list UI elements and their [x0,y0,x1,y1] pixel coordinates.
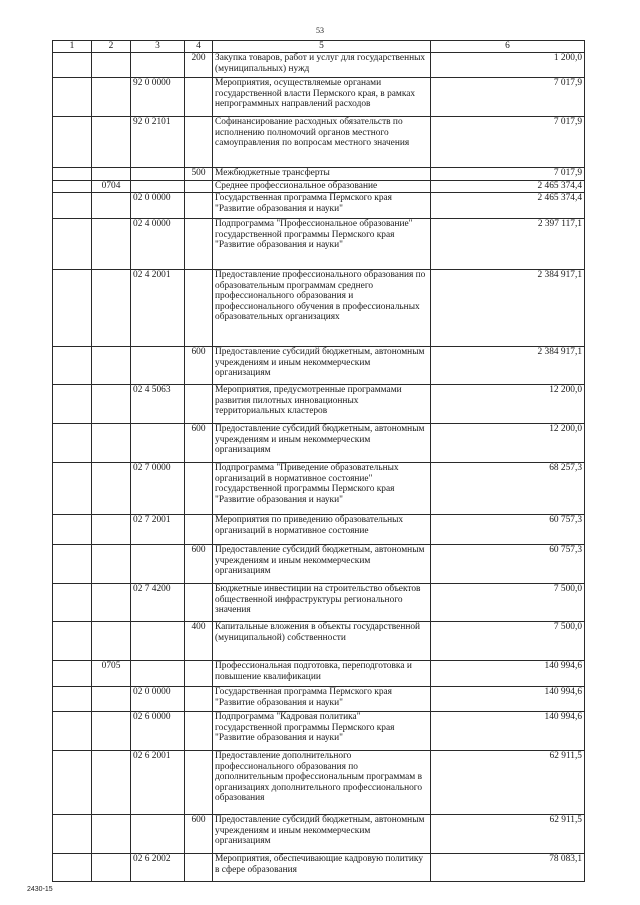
expense-type-cell [185,463,213,515]
amount-cell: 68 257,3 [431,463,585,515]
section-cell [53,622,92,661]
table-row [53,545,585,584]
description-cell: Капитальные вложения в объекты государственной (муниципальной) собственности [213,622,431,661]
table-row [53,424,585,463]
expense-type-cell [185,751,213,815]
table-row [53,815,585,854]
subsection-cell [92,815,131,854]
subsection-cell [92,424,131,463]
amount-cell: 7 017,9 [431,117,585,168]
subsection-cell [92,687,131,712]
subsection-cell [92,347,131,385]
description-cell: Мероприятия, обеспечивающие кадровую политику в сфере образования [213,854,431,882]
description-cell: Подпрограмма "Приведение образовательных организаций в нормативное состояние" государственной программы Пермского края "Развитие образования и науки" [213,463,431,515]
target-code-cell: 02 0 0000 [131,687,185,712]
amount-cell: 7 500,0 [431,622,585,661]
section-cell [53,424,92,463]
document-code: 2430-15 [27,886,53,893]
section-cell [53,751,92,815]
description-cell: Предоставление субсидий бюджетным, автономным учреждениям и иным некоммерческим организациям [213,545,431,584]
amount-cell: 140 994,6 [431,661,585,687]
amount-cell: 60 757,3 [431,515,585,545]
amount-cell: 2 465 374,4 [431,181,585,193]
section-cell [53,385,92,424]
table-row [53,854,585,882]
table-row [53,193,585,219]
target-code-cell [131,424,185,463]
table-row [53,661,585,687]
subsection-cell [92,515,131,545]
description-cell: Среднее профессиональное образование [213,181,431,193]
subsection-cell [92,545,131,584]
target-code-cell [131,168,185,181]
table-row [53,385,585,424]
section-cell [53,687,92,712]
target-code-cell: 02 4 0000 [131,219,185,270]
section-cell [53,712,92,751]
amount-cell: 12 200,0 [431,385,585,424]
table-row [53,219,585,270]
table-row [53,347,585,385]
table-row [53,515,585,545]
section-cell [53,78,92,117]
target-code-cell: 02 4 2001 [131,270,185,347]
description-cell: Подпрограмма "Профессиональное образование" государственной программы Пермского края "Развитие образования и науки" [213,219,431,270]
section-cell [53,854,92,882]
expense-type-cell [185,219,213,270]
subsection-cell [92,53,131,78]
target-code-cell: 02 7 2001 [131,515,185,545]
amount-cell: 140 994,6 [431,712,585,751]
table-body [53,53,585,882]
description-cell: Мероприятия, предусмотренные программами развития пилотных инновационных территориальных кластеров [213,385,431,424]
target-code-cell: 02 6 0000 [131,712,185,751]
expense-type-cell: 600 [185,545,213,584]
subsection-cell [92,117,131,168]
section-cell [53,270,92,347]
description-cell: Предоставление профессионального образования по образовательным программам среднего профессионального образования и профессионального обучения в профессиональных образовательных организациях [213,270,431,347]
description-cell: Подпрограмма "Кадровая политика" государственной программы Пермского края "Развитие образования и науки" [213,712,431,751]
subsection-cell [92,78,131,117]
expense-type-cell [185,385,213,424]
section-cell [53,661,92,687]
expense-type-cell [185,78,213,117]
amount-cell: 7 017,9 [431,78,585,117]
section-cell [53,515,92,545]
amount-cell: 7 017,9 [431,168,585,181]
column-header: 3 [131,41,185,53]
expense-type-cell: 500 [185,168,213,181]
amount-cell: 2 384 917,1 [431,347,585,385]
description-cell: Профессиональная подготовка, переподготовка и повышение квалификации [213,661,431,687]
target-code-cell [131,53,185,78]
expense-type-cell [185,117,213,168]
target-code-cell: 02 7 4200 [131,584,185,622]
expense-type-cell [185,712,213,751]
amount-cell: 140 994,6 [431,687,585,712]
expense-type-cell [185,515,213,545]
expense-type-cell: 400 [185,622,213,661]
target-code-cell [131,815,185,854]
description-cell: Государственная программа Пермского края "Развитие образования и науки" [213,687,431,712]
column-header: 5 [213,41,431,53]
description-cell: Мероприятия, осуществляемые органами государственной власти Пермского края, в рамках непрограммных направлений расходов [213,78,431,117]
expense-type-cell: 600 [185,815,213,854]
section-cell [53,463,92,515]
table-row [53,53,585,78]
target-code-cell: 02 7 0000 [131,463,185,515]
amount-cell: 2 465 374,4 [431,193,585,219]
amount-cell: 62 911,5 [431,815,585,854]
expense-type-cell [185,181,213,193]
section-cell [53,168,92,181]
expense-type-cell [185,193,213,219]
table-row [53,117,585,168]
table-row [53,622,585,661]
subsection-cell [92,168,131,181]
column-header: 4 [185,41,213,53]
subsection-cell [92,463,131,515]
subsection-cell [92,270,131,347]
amount-cell: 62 911,5 [431,751,585,815]
target-code-cell: 92 0 2101 [131,117,185,168]
amount-cell: 7 500,0 [431,584,585,622]
description-cell: Мероприятия по приведению образовательных организаций в нормативное состояние [213,515,431,545]
table-row [53,463,585,515]
expense-type-cell [185,584,213,622]
table-row [53,168,585,181]
section-cell [53,815,92,854]
amount-cell: 12 200,0 [431,424,585,463]
table-row [53,712,585,751]
section-cell [53,181,92,193]
description-cell: Предоставление субсидий бюджетным, автономным учреждениям и иным некоммерческим организациям [213,424,431,463]
amount-cell: 2 397 117,1 [431,219,585,270]
section-cell [53,545,92,584]
section-cell [53,584,92,622]
target-code-cell [131,181,185,193]
target-code-cell: 02 4 5063 [131,385,185,424]
target-code-cell: 02 0 0000 [131,193,185,219]
expense-type-cell [185,270,213,347]
section-cell [53,117,92,168]
page-number: 53 [316,26,324,35]
subsection-cell [92,219,131,270]
table-row [53,584,585,622]
table-row [53,78,585,117]
column-header: 1 [53,41,92,53]
description-cell: Государственная программа Пермского края "Развитие образования и науки" [213,193,431,219]
amount-cell: 1 200,0 [431,53,585,78]
subsection-cell [92,622,131,661]
target-code-cell [131,347,185,385]
expense-type-cell: 600 [185,424,213,463]
amount-cell: 60 757,3 [431,545,585,584]
table-row [53,687,585,712]
description-cell: Предоставление дополнительного профессионального образования по дополнительным профессиональным программам в организациях дополнительного профессионального образования [213,751,431,815]
description-cell: Предоставление субсидий бюджетным, автономным учреждениям и иным некоммерческим организациям [213,347,431,385]
target-code-cell [131,545,185,584]
column-header: 2 [92,41,131,53]
section-cell [53,53,92,78]
subsection-cell [92,193,131,219]
target-code-cell [131,661,185,687]
expense-type-cell: 600 [185,347,213,385]
expense-type-cell [185,854,213,882]
description-cell: Бюджетные инвестиции на строительство объектов общественной инфраструктуры регионального значения [213,584,431,622]
subsection-cell: 0705 [92,661,131,687]
amount-cell: 2 384 917,1 [431,270,585,347]
subsection-cell [92,751,131,815]
description-cell: Предоставление субсидий бюджетным, автономным учреждениям и иным некоммерческим организациям [213,815,431,854]
subsection-cell [92,854,131,882]
subsection-cell: 0704 [92,181,131,193]
subsection-cell [92,712,131,751]
target-code-cell: 02 6 2002 [131,854,185,882]
description-cell: Софинансирование расходных обязательств по исполнению полномочий органов местного самоуправления по вопросам местного значения [213,117,431,168]
amount-cell: 78 083,1 [431,854,585,882]
description-cell: Закупка товаров, работ и услуг для государственных (муниципальных) нужд [213,53,431,78]
expense-type-cell [185,661,213,687]
target-code-cell [131,622,185,661]
expense-type-cell [185,687,213,712]
budget-table [52,40,585,882]
table-row [53,751,585,815]
section-cell [53,347,92,385]
target-code-cell: 92 0 0000 [131,78,185,117]
subsection-cell [92,385,131,424]
table-row [53,270,585,347]
subsection-cell [92,584,131,622]
section-cell [53,219,92,270]
description-cell: Межбюджетные трансферты [213,168,431,181]
section-cell [53,193,92,219]
table-row [53,181,585,193]
expense-type-cell: 200 [185,53,213,78]
header-row [53,41,585,53]
target-code-cell: 02 6 2001 [131,751,185,815]
column-header: 6 [431,41,585,53]
